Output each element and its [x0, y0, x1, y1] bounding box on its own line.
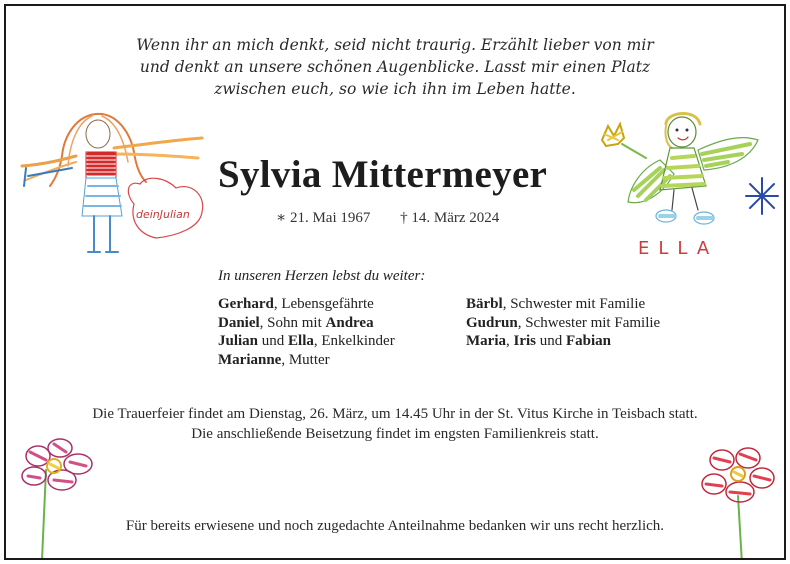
survivor-entry: Marianne, Mutter [218, 351, 330, 368]
life-dates [276, 208, 525, 227]
survivors-left [218, 295, 395, 369]
survivor-entry: Maria, Iris und Fabian [466, 333, 611, 349]
poem-line: zwischen euch, so wie ich ihn im Leben hatte. [214, 80, 576, 98]
ceremony-line: Die Trauerfeier findet am Dienstag, 26. März, um 14.45 Uhr in der St. Vitus Kirche in Teisbach statt. [92, 406, 698, 422]
survivor-entry: Gudrun, Schwester mit Familie [466, 314, 661, 331]
deceased-name: Sylvia Mittermeyer [218, 153, 548, 196]
child-signature-ella: ELLA [638, 238, 719, 259]
child-signature: deinJulian [136, 208, 190, 221]
survivor-entry: Gerhard, Lebensgefährte [218, 296, 374, 312]
flower-drawing-left [20, 436, 110, 560]
survivor-entry: Daniel, Sohn mit Andrea [218, 314, 374, 331]
flower-drawing-right [696, 444, 782, 560]
death-date: † 14. März 2024 [400, 210, 500, 226]
survivors-right [466, 295, 660, 351]
survivor-entry: Bärbl, Schwester mit Familie [466, 296, 646, 312]
child-drawing-fairy [590, 110, 786, 240]
poem-line: und denkt an unsere schönen Augenblicke. Lasst mir einen Platz [139, 58, 651, 76]
poem-line: Wenn ihr an mich denkt, seid nicht traurig. Erzählt lieber von mir [136, 36, 654, 54]
birth-date: ∗ 21. Mai 1967 [276, 210, 371, 226]
thanks-note: Für bereits erwiesene und noch zugedachte Anteilnahme bedanken wir uns recht herzlich. [125, 518, 665, 534]
child-drawing-girl [6, 96, 206, 266]
poem [4, 34, 786, 100]
ceremony-line: Die anschließende Beisetzung findet im engsten Familienkreis statt. [191, 426, 599, 442]
survivor-entry: Julian und Ella, Enkelkinder [218, 333, 395, 349]
survivors-heading: In unseren Herzen lebst du weiter: [218, 268, 426, 284]
obituary-card [4, 4, 786, 560]
ceremony-info [6, 404, 784, 444]
